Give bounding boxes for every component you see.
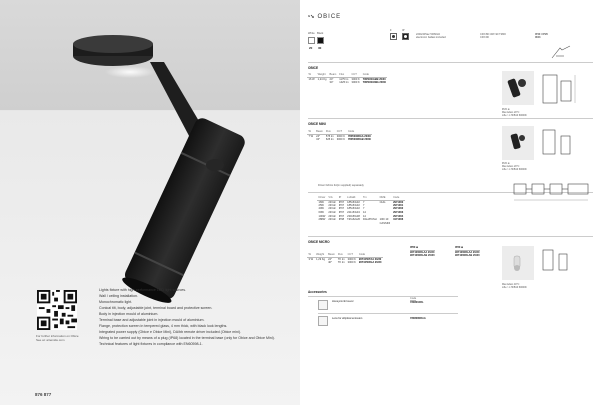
cell: 24Vdc [328,214,336,218]
swatch-white [308,37,315,44]
product-code: 9671050RLA 20/30 [358,260,382,264]
product-code: 2971000 [393,200,404,204]
product-code: 3171006 [393,218,404,222]
cri-note: CRI>80 CRI>90 TM30 CRI>90 [480,33,506,40]
divider [318,313,458,314]
product-code: 2971002 [393,207,404,211]
cell: IP67 [338,207,345,211]
col-w: W [307,253,315,257]
elliptical-lens-icon [318,316,328,326]
cell: 1425 lm [339,80,349,84]
cell: IP67 [338,203,345,207]
caption-obice-mini: IP20 ⊕ Max Adam 20°C Lifte > L70/B10 60000h [502,162,527,171]
page-numbers: 876 877 [35,392,52,397]
product-code: 2971004 [393,214,404,218]
qr-caption: For further information on Obice See at: artemide.com [36,334,79,342]
table-row [307,261,383,265]
cell: 625 lm [325,137,334,141]
col-code: Code [392,196,405,200]
accessory-label: Lens for elliptical emission [332,317,363,320]
cell [307,138,315,142]
cell: 16 W [308,77,315,81]
cell: DALI/PUSH [362,218,377,222]
cell: TK lm [337,260,345,264]
cell: 3000 K [351,80,360,84]
cell: 14 [362,214,366,218]
col-dim: Lx/ballt [346,196,362,200]
accessory-code: 7808004RL [410,301,424,304]
cell: 3000 K [336,137,345,141]
icon-label-f: F [390,29,392,32]
cell: 24Vdc [328,203,336,207]
product-title: OBICE [317,14,342,20]
feature-item: Monochromatic light. [99,300,133,304]
cell: 3000 K [336,134,345,138]
cell [327,222,337,226]
cell: CASSINI [379,221,391,225]
feature-list [99,288,279,348]
cell: 185x53x32 [347,200,360,204]
power-note: 220/240Vac 50/60Hz electronic ballast included [416,33,446,40]
cell: CHG [379,200,386,204]
cell: TK lm [337,257,345,261]
cell: IP67 [338,200,345,204]
honeycomb-louver-icon [318,300,328,310]
cell: 230x56x38 [347,214,360,218]
cell [317,222,327,226]
product-code [392,222,405,226]
cell: IP67 [338,214,345,218]
brand-logo: ⁶➘ [308,14,315,20]
col-weight: Weight [315,253,327,257]
product-code: 2971001 [393,203,404,207]
cell: 575 lm [325,134,334,138]
driver-wiring-diagram [512,178,592,208]
obice-photo-icon [502,71,534,105]
cell: 1,24 Kg [317,77,327,81]
ip-note: IP40 / IP20 IK03 [535,33,548,40]
finish-white-code: 20 [309,46,313,50]
section-title-obice-micro: OBICE MICRO [308,240,330,244]
cell: 40° [328,260,333,264]
col-tm: Tm [361,196,378,200]
cell: 24Vdc [328,207,336,211]
header-icons [390,29,409,40]
divider [308,118,593,119]
col-flux: Flux [338,73,350,77]
section-title-obice: OBICE [308,66,319,70]
cell: 24Vdc [328,200,336,204]
col-flux: Flux [336,253,346,257]
cell: 34° [316,137,321,141]
cell: 60W [318,211,324,215]
cell: 221x53x34 [347,211,360,215]
swatch-black [317,37,324,44]
feature-item: Body in injection mould of aluminium. [99,312,159,316]
feature-item: Conical tilt, body, adjustable joint, terminal board and protective screen. [99,306,213,310]
cell [361,222,378,226]
ip-rating-icon [402,33,409,40]
feature-item: Integrated power supply (Obice e Obice Mini), DA/bb remote driver included (Obice mini). [99,330,242,334]
cell: 40W [318,207,324,211]
cell: 3000 K [347,257,356,261]
product-code: 7805030RAB 20/30 [347,137,371,141]
col-dme: DME [378,196,391,200]
product-code: 7805030RAA 20/30 [347,134,371,138]
lamp-joint [206,159,224,171]
cell: 7 [362,207,365,211]
cell: 1,29 Kg [316,257,326,261]
accessory-code: 7808080RAA [410,317,426,320]
finish-black-code: 30 [318,46,322,50]
cell: 24° [316,134,321,138]
spec-table-obice [307,73,387,84]
installation-icon [550,44,572,60]
cell: 3 W [308,257,314,261]
product-photo-obice-micro [502,246,534,280]
col-cct: CCT [346,253,357,257]
driver-table [317,196,405,225]
cell: 24° [329,77,334,81]
dimension-drawing-obice [539,71,585,111]
qr-code-icon [37,290,77,330]
col-cct: CCT [350,73,361,77]
cell [346,222,362,226]
cell: 24° [328,257,333,261]
feature-item: Wall / ceiling installation. [99,294,139,298]
spec-table-obice-micro [307,253,383,264]
col-beam: Beam [328,253,335,257]
ip20-header: IP20 ⊕ [455,246,480,251]
cell: 34° [329,80,334,84]
finish-white-label: White [308,32,315,35]
col-va: V/A [327,196,337,200]
cell: Tdhx62x26 [347,218,360,222]
col-flux: Flux [324,130,335,134]
cell: IP68 [338,218,345,222]
accessory-label: Honeycomb louver [332,300,354,303]
col-cct: CCT [335,130,346,134]
col-beam: Beam [316,130,323,134]
dimension-drawing-obice-mini [539,126,585,166]
col-beam: Beam [329,73,337,77]
icon-label-ip: IP [402,29,405,32]
cell: 25W [318,203,324,207]
col-code: Code [361,73,387,77]
cell: 3000 K [351,77,360,81]
spec-table-obice-mini [307,130,372,141]
right-page [300,0,600,405]
cell: 14 [362,211,366,215]
micro-ip-codes [410,246,435,258]
cell: 24Vdc [328,218,336,222]
product-photo-obice [502,71,534,105]
product-code: 7805030ABB 20/30 [362,77,386,81]
col-w: W [307,130,315,134]
driver-note: Driver DA/AL 3A(in supplied) separately [318,184,364,187]
product-code: 9671060RLAB 20/30 [410,254,435,258]
divider [308,236,593,237]
table-row [317,222,405,226]
brand-row [308,14,341,20]
feature-item: Terminal base and adjustable joint in injection mould of aluminium. [99,318,205,322]
obice-micro-photo-icon [502,246,534,280]
cell [337,222,345,226]
dimension-drawing-obice-micro [539,246,585,286]
product-photo-obice-mini [502,126,534,160]
divider [308,296,458,297]
finish-swatches [308,32,332,50]
feature-item: Lights fixture with high-performance LED light sources. [99,288,187,292]
cell: 7 [362,200,365,204]
col-weight: Weight [316,73,328,77]
product-code: 9671050TAA 20/30 [358,257,382,261]
cell [307,261,315,265]
col-driver: Driver [318,196,326,200]
feature-item: Wiring to be carried out by means of a plug (IP68) located in the terminal base (only for Obice and Obice Mini). [99,336,275,340]
divider [308,62,593,63]
cell: 7 [362,203,365,207]
cell: 24Vdc [328,211,336,215]
feature-item: Technical features of light fixtures in compliance with EN60598-1. [99,342,203,346]
accessories-title: Accessories [308,290,327,294]
product-code: 7805030AWA 20/30 [362,80,386,84]
micro-ip20-codes [455,246,480,258]
col-ip: IP [337,196,345,200]
cell: 100/ 10 [379,218,389,222]
finish-black-label: Black [317,32,324,35]
cell [307,81,316,85]
col-w: W [307,73,316,77]
table-row [307,138,372,142]
qr-code[interactable] [37,290,77,330]
cell: 16W [318,200,324,204]
obice-mini-photo-icon [502,126,534,160]
product-code: 9671060RLAA 20/30 [455,250,480,254]
lamp-head [122,116,247,302]
col-code: Code [357,253,383,257]
fixture-class-icon [390,33,397,40]
caption-obice: IP20 ⊕ Max Adam 20°C Lifte > L70/B10 60000h [502,108,527,117]
cell: 100W [318,214,326,218]
product-code: 2971003 [393,211,404,215]
cell: IP67 [338,211,345,215]
col-code: Code [346,130,372,134]
accessory-code-header: Code [410,297,417,300]
section-title-obice-mini: OBICE MINI [308,122,326,126]
cell: 7 W [308,134,314,138]
cell: 185x53x32 [347,207,360,211]
cell: 185x53x32 [347,203,360,207]
feature-item: Flange, protection screen in tempered glass, 4 mm thick, with black look lengths. [99,324,228,328]
cell: 1175 lm [339,77,349,81]
cell [316,81,328,85]
product-code: 9671060RLAA 20/30 [410,250,435,254]
product-code: 9671060RLAB 20/30 [455,254,480,258]
cell: 288W [318,218,326,222]
ip60-header: IP60 ⊕ [410,246,435,251]
table-row [307,81,387,85]
cell: 3000 K [347,260,356,264]
caption-obice-micro: Max Adam 40°C Lifte > L70/B10 60000h [502,283,527,289]
cell [315,261,327,265]
